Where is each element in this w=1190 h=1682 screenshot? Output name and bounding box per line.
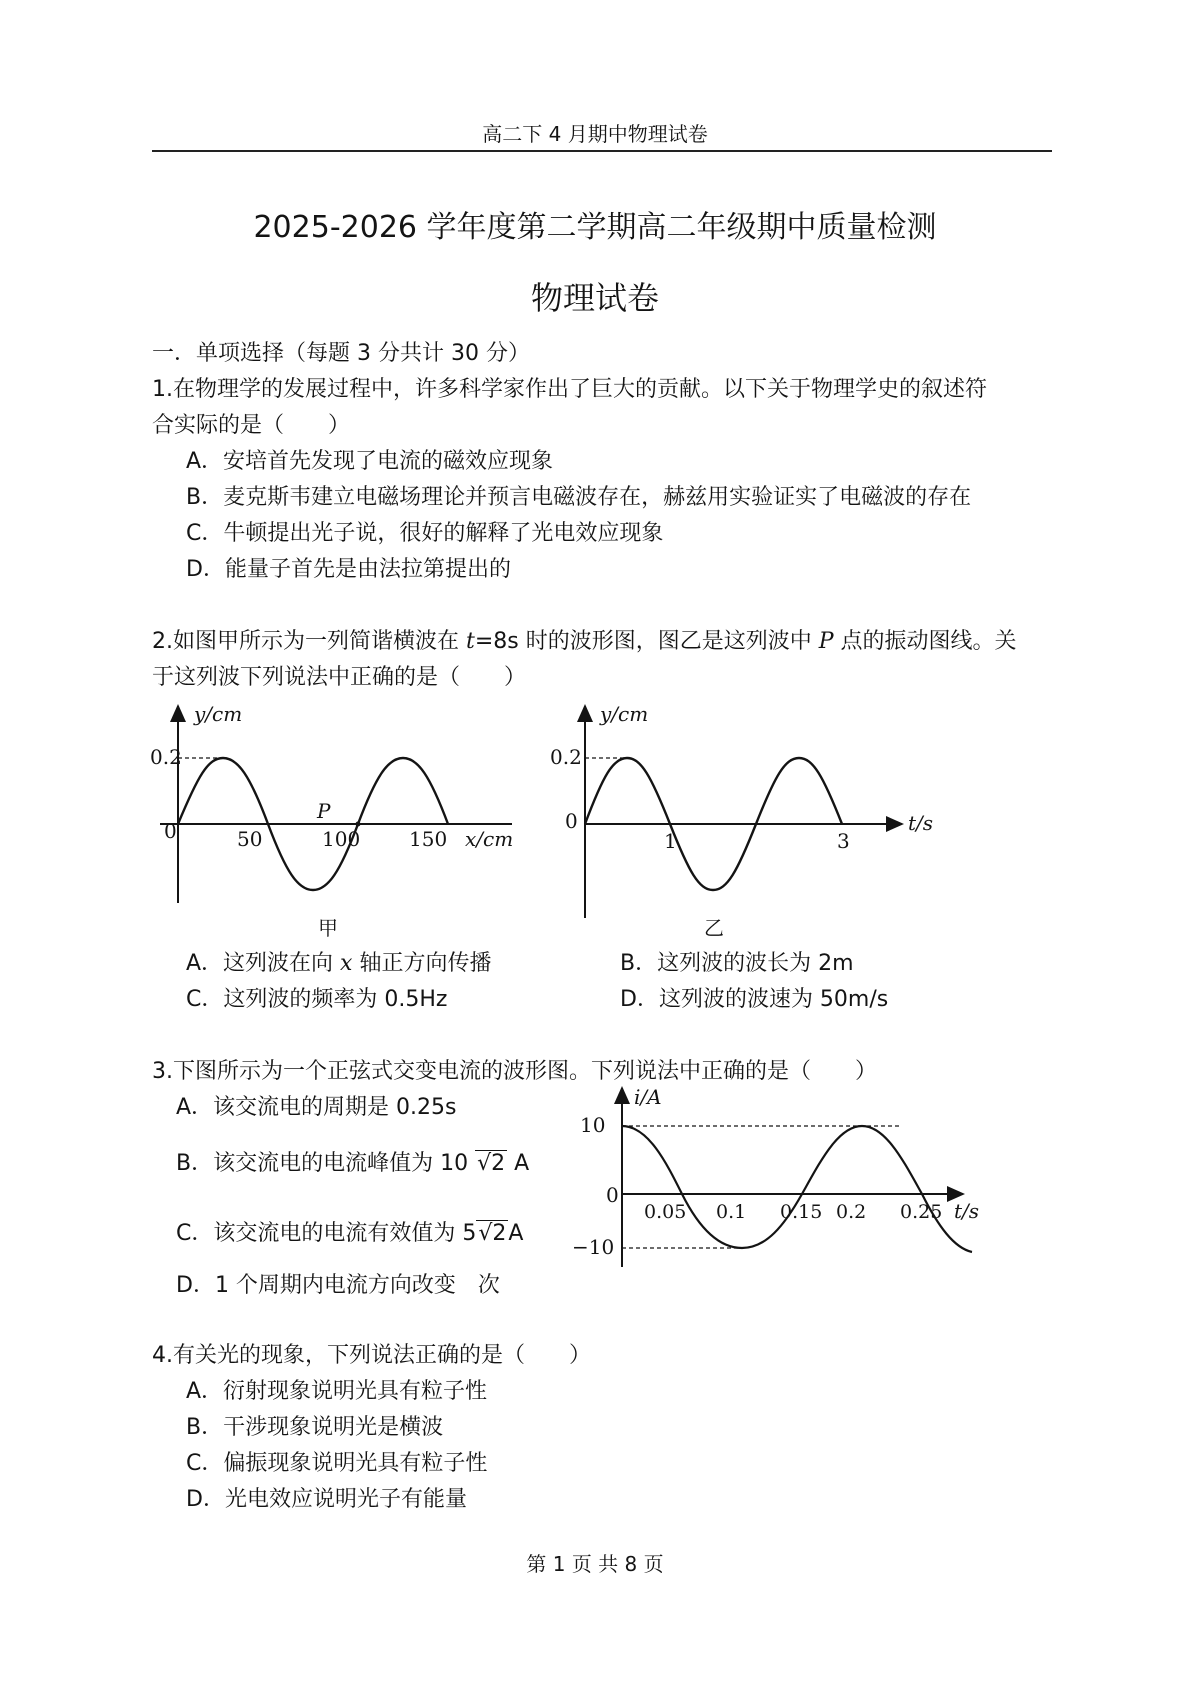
ac-t-tick-0.2: 0.2 [836,1201,867,1223]
q2-stem-part1: 2.如图甲所示为一列简谐横波在 [152,629,466,654]
ac-t-tick-0.15: 0.15 [780,1201,823,1223]
q2-option-a-part1: A．这列波在向 [186,951,341,976]
ac-t-label: t/s [954,1199,980,1223]
q4-option-c: C．偏振现象说明光具有粒子性 [186,1451,488,1476]
jia-x-tick-50: 50 [237,827,263,851]
section-heading: 一．单项选择（每题 3 分共计 30 分） [152,341,530,366]
q1-stem-line2: 合实际的是（ ） [152,413,351,438]
ac-origin-label: 0 [606,1183,619,1207]
yi-t-tick-1: 1 [664,829,677,853]
q2-stem-t-symbol: t [465,629,475,654]
q2-stem-line2: 于这列波下列说法中正确的是（ ） [152,665,527,690]
vibration-graph-yi [540,698,940,928]
q2-stem-part2: =8s 时的波形图，图乙是这列波中 [474,629,819,654]
q3-option-c [176,1216,523,1247]
yi-y-label: y/cm [600,702,649,726]
q2-stem-p-symbol: P [818,629,834,654]
q2-option-a [186,946,491,977]
ac-t-tick-0.25: 0.25 [900,1201,943,1223]
jia-point-p: P [317,799,331,823]
ac-t-tick-0.1: 0.1 [716,1201,747,1223]
q1-option-c: C．牛顿提出光子说，很好的解释了光电效应现象 [186,521,664,546]
q4-option-b: B．干涉现象说明光是横波 [186,1415,444,1440]
q4-option-a: A．衍射现象说明光具有粒子性 [186,1379,488,1404]
sqrt-radicand: 2 [492,1221,507,1246]
q4-option-d: D．光电效应说明光子有能量 [186,1487,467,1512]
wave-graph-jia [150,698,530,928]
q3-option-d: D．1 个周期内电流方向改变 次 [176,1273,500,1298]
q2-option-c: C．这列波的频率为 0.5Hz [186,987,448,1012]
ac-current-curve [622,1126,972,1252]
yi-t-label: t/s [908,811,934,835]
q2-stem-part3: 点的振动图线。关 [833,629,1017,654]
jia-x-label: x/cm [465,827,514,851]
sqrt-radicand: 2 [491,1151,506,1176]
jia-x-tick-150: 150 [409,827,448,851]
sqrt-sign: √2 [477,1151,506,1176]
jia-y-label: y/cm [194,702,243,726]
q1-option-d: D．能量子首先是由法拉第提出的 [186,557,511,582]
q4-stem: 4.有关光的现象，下列说法正确的是（ ） [152,1343,591,1368]
q3-option-c-unit: A [508,1221,524,1246]
q2-option-b: B．这列波的波长为 2m [620,951,854,976]
ac-current-graph [568,1082,988,1272]
ac-y-label: i/A [634,1085,662,1109]
yi-origin-label: 0 [565,809,578,833]
ac-t-tick-0.05: 0.05 [644,1201,687,1223]
yi-t-tick-3: 3 [837,829,850,853]
exam-subtitle: 物理试卷 [530,279,659,317]
jia-origin-label: 0 [164,819,177,843]
q1-option-b: B．麦克斯韦建立电磁场理论并预言电磁波存在，赫兹用实验证实了电磁波的存在 [186,485,972,510]
jia-x-tick-100: 100 [322,827,361,851]
q1-option-a: A．安培首先发现了电流的磁效应现象 [186,449,554,474]
sqrt-sign: √2 [478,1221,507,1246]
q3-stem: 3.下图所示为一个正弦式交变电流的波形图。下列说法中正确的是（ ） [152,1059,877,1084]
q2-option-a-x-symbol: x [340,951,353,976]
q2-option-a-part2: 轴正方向传播 [352,951,492,976]
ac-y-tick-top: 10 [580,1113,606,1137]
q3-option-b-text: B．该交流电的电流峰值为 10 [176,1151,469,1176]
exam-title: 2025-2026 学年度第二学期高二年级期中质量检测 [253,210,937,245]
q3-option-c-text: C．该交流电的电流有效值为 5 [176,1221,477,1246]
q3-option-a: A．该交流电的周期是 0.25s [176,1095,457,1120]
yi-y-tick: 0.2 [550,745,582,769]
ac-y-tick-bottom: −10 [572,1235,615,1259]
jia-y-tick: 0.2 [150,745,182,769]
jia-caption: 甲 [318,916,338,940]
q1-stem-line1: 1.在物理学的发展过程中，许多科学家作出了巨大的贡献。以下关于物理学史的叙述符 [152,377,987,402]
q2-option-d: D．这列波的波速为 50m/s [620,987,889,1012]
page-footer: 第 1 页 共 8 页 [526,1552,664,1576]
q3-option-b [176,1146,529,1177]
page-header: 高二下 4 月期中物理试卷 [482,122,708,146]
yi-caption: 乙 [704,916,724,940]
q2-stem-line1 [152,624,1017,655]
header-rule [152,150,1052,152]
q3-option-b-unit: A [514,1151,530,1176]
jia-point-p-marker [356,822,361,827]
